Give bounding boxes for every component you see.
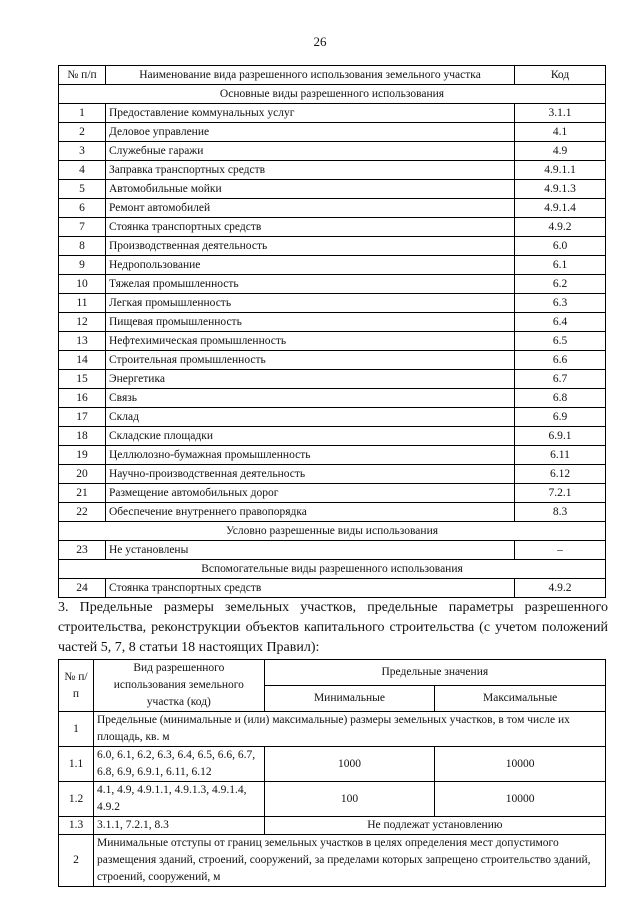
row-use-name: Пищевая промышленность <box>106 313 515 332</box>
row-codes: 3.1.1, 7.2.1, 8.3 <box>94 817 265 835</box>
row-max: 10000 <box>435 747 606 782</box>
row-code: 6.12 <box>515 465 606 484</box>
permitted-use-body <box>59 85 606 598</box>
limits-table <box>58 659 606 887</box>
row-code: 6.4 <box>515 313 606 332</box>
row-min: 1000 <box>264 747 435 782</box>
row-number: 22 <box>59 503 106 522</box>
table-row <box>59 275 606 294</box>
section-header-row <box>59 522 606 541</box>
row-number: 1 <box>59 104 106 123</box>
table-row <box>59 351 606 370</box>
row-number: 2 <box>59 123 106 142</box>
header-num: № п/п <box>59 66 106 85</box>
row-code: 4.9.2 <box>515 579 606 598</box>
row-number: 23 <box>59 541 106 560</box>
row-number: 5 <box>59 180 106 199</box>
table-row <box>59 180 606 199</box>
row-use-name: Целлюлозно-бумажная промышленность <box>106 446 515 465</box>
table-row <box>59 389 606 408</box>
row-number: 9 <box>59 256 106 275</box>
row-number: 12 <box>59 313 106 332</box>
section-header-row <box>59 560 606 579</box>
row-number: 17 <box>59 408 106 427</box>
row-num: 1 <box>59 712 94 747</box>
row-use-name: Деловое управление <box>106 123 515 142</box>
table-row <box>59 484 606 503</box>
row-use-name: Тяжелая промышленность <box>106 275 515 294</box>
row-use-name: Автомобильные мойки <box>106 180 515 199</box>
row-number: 11 <box>59 294 106 313</box>
row-max: 10000 <box>435 782 606 817</box>
table-row <box>59 104 606 123</box>
row-code: 8.3 <box>515 503 606 522</box>
row-code: 6.11 <box>515 446 606 465</box>
row-use-name: Легкая промышленность <box>106 294 515 313</box>
limits-header-values: Предельные значения <box>264 660 605 686</box>
section-3-paragraph: 3. Предельные размеры земельных участков, предельные параметры разрешенного строительства, реконструкции объектов капитального строительства (с учетом положений частей 5, 7, 8 статьи 18 настоящих Правил): <box>58 600 608 655</box>
row-code: 4.9 <box>515 142 606 161</box>
row-use-name: Стоянка транспортных средств <box>106 579 515 598</box>
row-number: 20 <box>59 465 106 484</box>
row-use-name: Связь <box>106 389 515 408</box>
row-codes: 4.1, 4.9, 4.9.1.1, 4.9.1.3, 4.9.1.4, 4.9.2 <box>94 782 265 817</box>
table-row <box>59 408 606 427</box>
row-use-name: Стоянка транспортных средств <box>106 218 515 237</box>
row-number: 6 <box>59 199 106 218</box>
row-code: 7.2.1 <box>515 484 606 503</box>
row-code: 6.8 <box>515 389 606 408</box>
row-use-name: Размещение автомобильных дорог <box>106 484 515 503</box>
row-text: Предельные (минимальные и (или) максимальные) размеры земельных участков, в том числе их площадь, кв. м <box>94 712 606 747</box>
row-use-name: Склад <box>106 408 515 427</box>
limits-header-row <box>59 660 606 686</box>
table-row <box>59 427 606 446</box>
row-code: 6.3 <box>515 294 606 313</box>
row-code: 6.7 <box>515 370 606 389</box>
table-row <box>59 161 606 180</box>
table-row <box>59 579 606 598</box>
limits-header-max: Максимальные <box>435 686 606 712</box>
table-row <box>59 218 606 237</box>
table-row <box>59 199 606 218</box>
row-use-name: Производственная деятельность <box>106 237 515 256</box>
row-num: 1.2 <box>59 782 94 817</box>
section-title: Основные виды разрешенного использования <box>59 85 606 104</box>
limits-row-1-1 <box>59 747 606 782</box>
row-number: 13 <box>59 332 106 351</box>
table-row <box>59 237 606 256</box>
row-code: 6.0 <box>515 237 606 256</box>
row-num: 1.1 <box>59 747 94 782</box>
row-number: 14 <box>59 351 106 370</box>
table-row <box>59 541 606 560</box>
row-number: 7 <box>59 218 106 237</box>
row-number: 4 <box>59 161 106 180</box>
row-code: 6.6 <box>515 351 606 370</box>
row-code: 4.9.1.1 <box>515 161 606 180</box>
row-use-name: Научно-производственная деятельность <box>106 465 515 484</box>
row-code: 6.1 <box>515 256 606 275</box>
row-use-name: Обеспечение внутреннего правопорядка <box>106 503 515 522</box>
row-codes: 6.0, 6.1, 6.2, 6.3, 6.4, 6.5, 6.6, 6.7, 6.8, 6.9, 6.9.1, 6.11, 6.12 <box>94 747 265 782</box>
row-use-name: Складские площадки <box>106 427 515 446</box>
row-code: 6.2 <box>515 275 606 294</box>
limits-row-1 <box>59 712 606 747</box>
table-header-row <box>59 66 606 85</box>
table-row <box>59 503 606 522</box>
row-use-name: Энергетика <box>106 370 515 389</box>
row-use-name: Служебные гаражи <box>106 142 515 161</box>
permitted-use-table <box>58 65 606 598</box>
table-row <box>59 313 606 332</box>
row-number: 10 <box>59 275 106 294</box>
row-use-name: Предоставление коммунальных услуг <box>106 104 515 123</box>
table-row <box>59 332 606 351</box>
row-code: – <box>515 541 606 560</box>
limits-row-1-2 <box>59 782 606 817</box>
row-use-name: Нефтехимическая промышленность <box>106 332 515 351</box>
row-code: 4.9.1.3 <box>515 180 606 199</box>
table-row <box>59 294 606 313</box>
row-number: 15 <box>59 370 106 389</box>
row-number: 24 <box>59 579 106 598</box>
row-use-name: Недропользование <box>106 256 515 275</box>
row-code: 6.5 <box>515 332 606 351</box>
row-use-name: Ремонт автомобилей <box>106 199 515 218</box>
row-number: 21 <box>59 484 106 503</box>
limits-row-1-3 <box>59 817 606 835</box>
header-code: Код <box>515 66 606 85</box>
table-row <box>59 465 606 484</box>
row-number: 3 <box>59 142 106 161</box>
row-value: Не подлежат установлению <box>264 817 605 835</box>
row-text: Минимальные отступы от границ земельных участков в целях определения мест допустимого размещения зданий, строений, сооружений, за пределами которых запрещено строительство зданий, строений, сооружений, м <box>94 835 606 887</box>
section-header-row <box>59 85 606 104</box>
limits-header-min: Минимальные <box>264 686 435 712</box>
row-code: 4.9.2 <box>515 218 606 237</box>
limits-header-num: № п/п <box>59 660 94 712</box>
row-number: 18 <box>59 427 106 446</box>
row-number: 8 <box>59 237 106 256</box>
table-row <box>59 446 606 465</box>
row-min: 100 <box>264 782 435 817</box>
table-row <box>59 256 606 275</box>
row-number: 16 <box>59 389 106 408</box>
header-name: Наименование вида разрешенного использования земельного участка <box>106 66 515 85</box>
table-row <box>59 123 606 142</box>
row-use-name: Строительная промышленность <box>106 351 515 370</box>
limits-header-kind: Вид разрешенного использования земельного участка (код) <box>94 660 265 712</box>
section-title: Вспомогательные виды разрешенного использования <box>59 560 606 579</box>
page-number: 26 <box>313 34 327 49</box>
limits-row-2 <box>59 835 606 887</box>
row-code: 4.1 <box>515 123 606 142</box>
row-code: 4.9.1.4 <box>515 199 606 218</box>
row-use-name: Заправка транспортных средств <box>106 161 515 180</box>
row-num: 1.3 <box>59 817 94 835</box>
row-use-name: Не установлены <box>106 541 515 560</box>
table-row <box>59 142 606 161</box>
row-code: 6.9 <box>515 408 606 427</box>
row-num: 2 <box>59 835 94 887</box>
table-row <box>59 370 606 389</box>
row-code: 3.1.1 <box>515 104 606 123</box>
section-title: Условно разрешенные виды использования <box>59 522 606 541</box>
row-number: 19 <box>59 446 106 465</box>
row-code: 6.9.1 <box>515 427 606 446</box>
